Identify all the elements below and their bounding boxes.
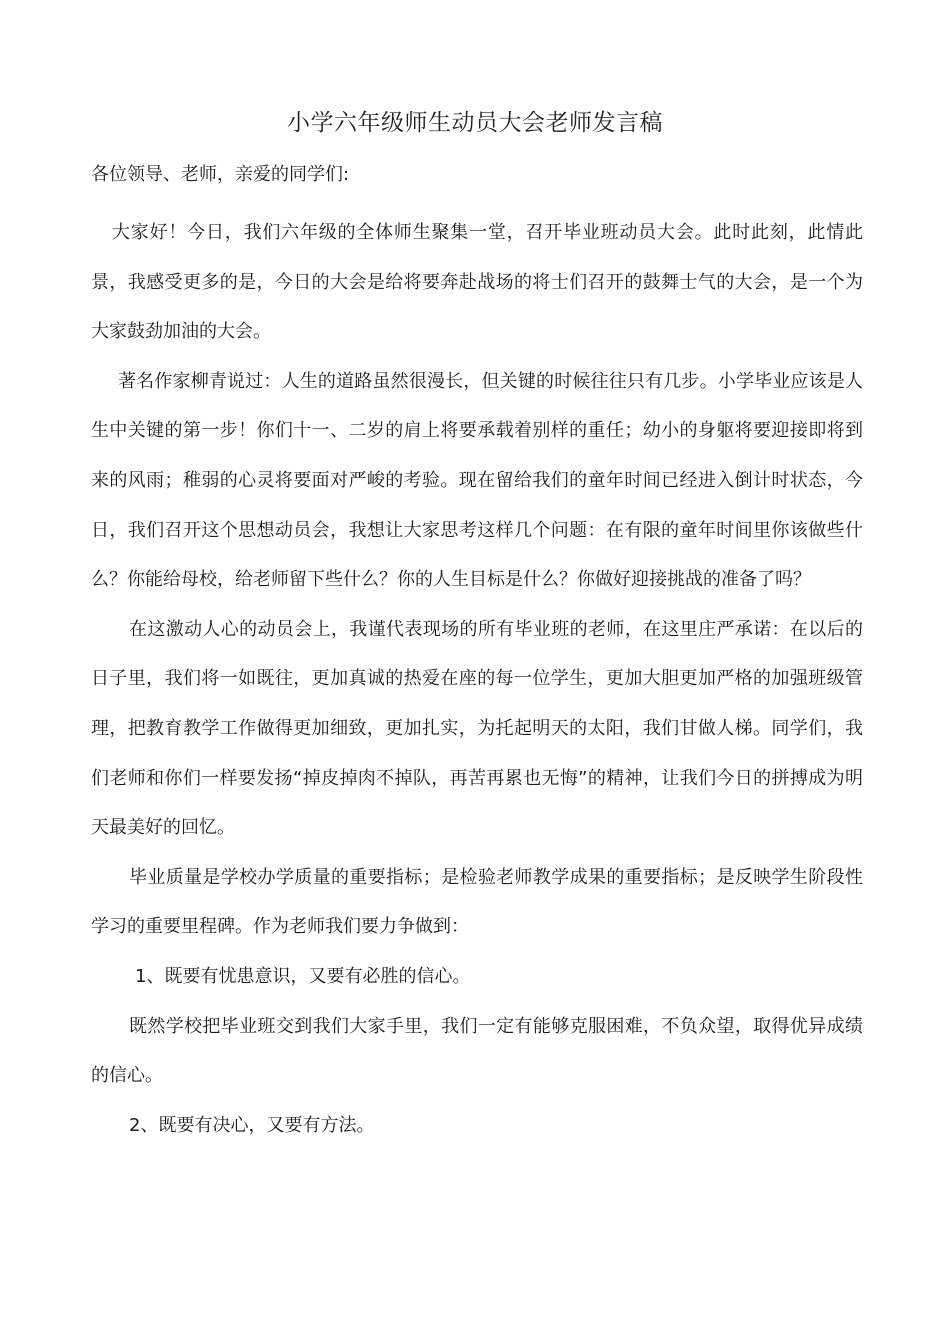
- document-title: 小学六年级师生动员大会老师发言稿: [287, 110, 663, 136]
- list-item-1: 1、既要有忧患意识，又要有必胜的信心。: [135, 965, 471, 987]
- paragraph-quote: 著名作家柳青说过：人生的道路虽然很漫长，但关键的时候往往只有几步。小学毕业应该是人生中关键的第一步！你们十一、二岁的肩上将要承载着别样的重任；幼小的身躯将要迎接即将到来的风雨；稚弱的心灵将要面对严峻的考验。现在留给我们的童年时间已经进入倒计时状态，今日，我们召开这个思想动员会，我想让大家思考这样几个问题：在有限的童年时间里你该做些什么？你能给母校，给老师留下些什么？你的人生目标是什么？你做好迎接挑战的准备了吗？: [91, 370, 863, 591]
- paragraph-greeting: 大家好！今日，我们六年级的全体师生聚集一堂，召开毕业班动员大会。此时此刻，此情此景，我感受更多的是，今日的大会是给将要奔赴战场的将士们召开的鼓舞士气的大会，是一个为大家鼓劲加油的大会。: [91, 222, 863, 343]
- paragraph-quality: 毕业质量是学校办学质量的重要指标；是检验老师教学成果的重要指标；是反映学生阶段性学习的重要里程碑。作为老师我们要力争做到：: [91, 866, 863, 938]
- salutation: 各位领导、老师，亲爱的同学们:: [91, 164, 350, 185]
- document-body: [91, 208, 863, 1150]
- paragraph-pledge: 在这激动人心的动员会上，我谨代表现场的所有毕业班的老师，在这里庄严承诺：在以后的日子里，我们将一如既往，更加真诚的热爱在座的每一位学生，更加大胆更加严格的加强班级管理，把教育教学工作做得更加细致，更加扎实，为托起明天的太阳，我们甘做人梯。同学们，我们老师和你们一样要发扬“掉皮掉肉不掉队，再苦再累也无悔”的精神，让我们今日的拼搏成为明天最美好的回忆。: [91, 618, 863, 839]
- list-item-2: 2、既要有决心，又要有方法。: [129, 1114, 375, 1136]
- paragraph-confidence: 既然学校把毕业班交到我们大家手里，我们一定有能够克服困难，不负众望，取得优异成绩的信心。: [91, 1015, 863, 1087]
